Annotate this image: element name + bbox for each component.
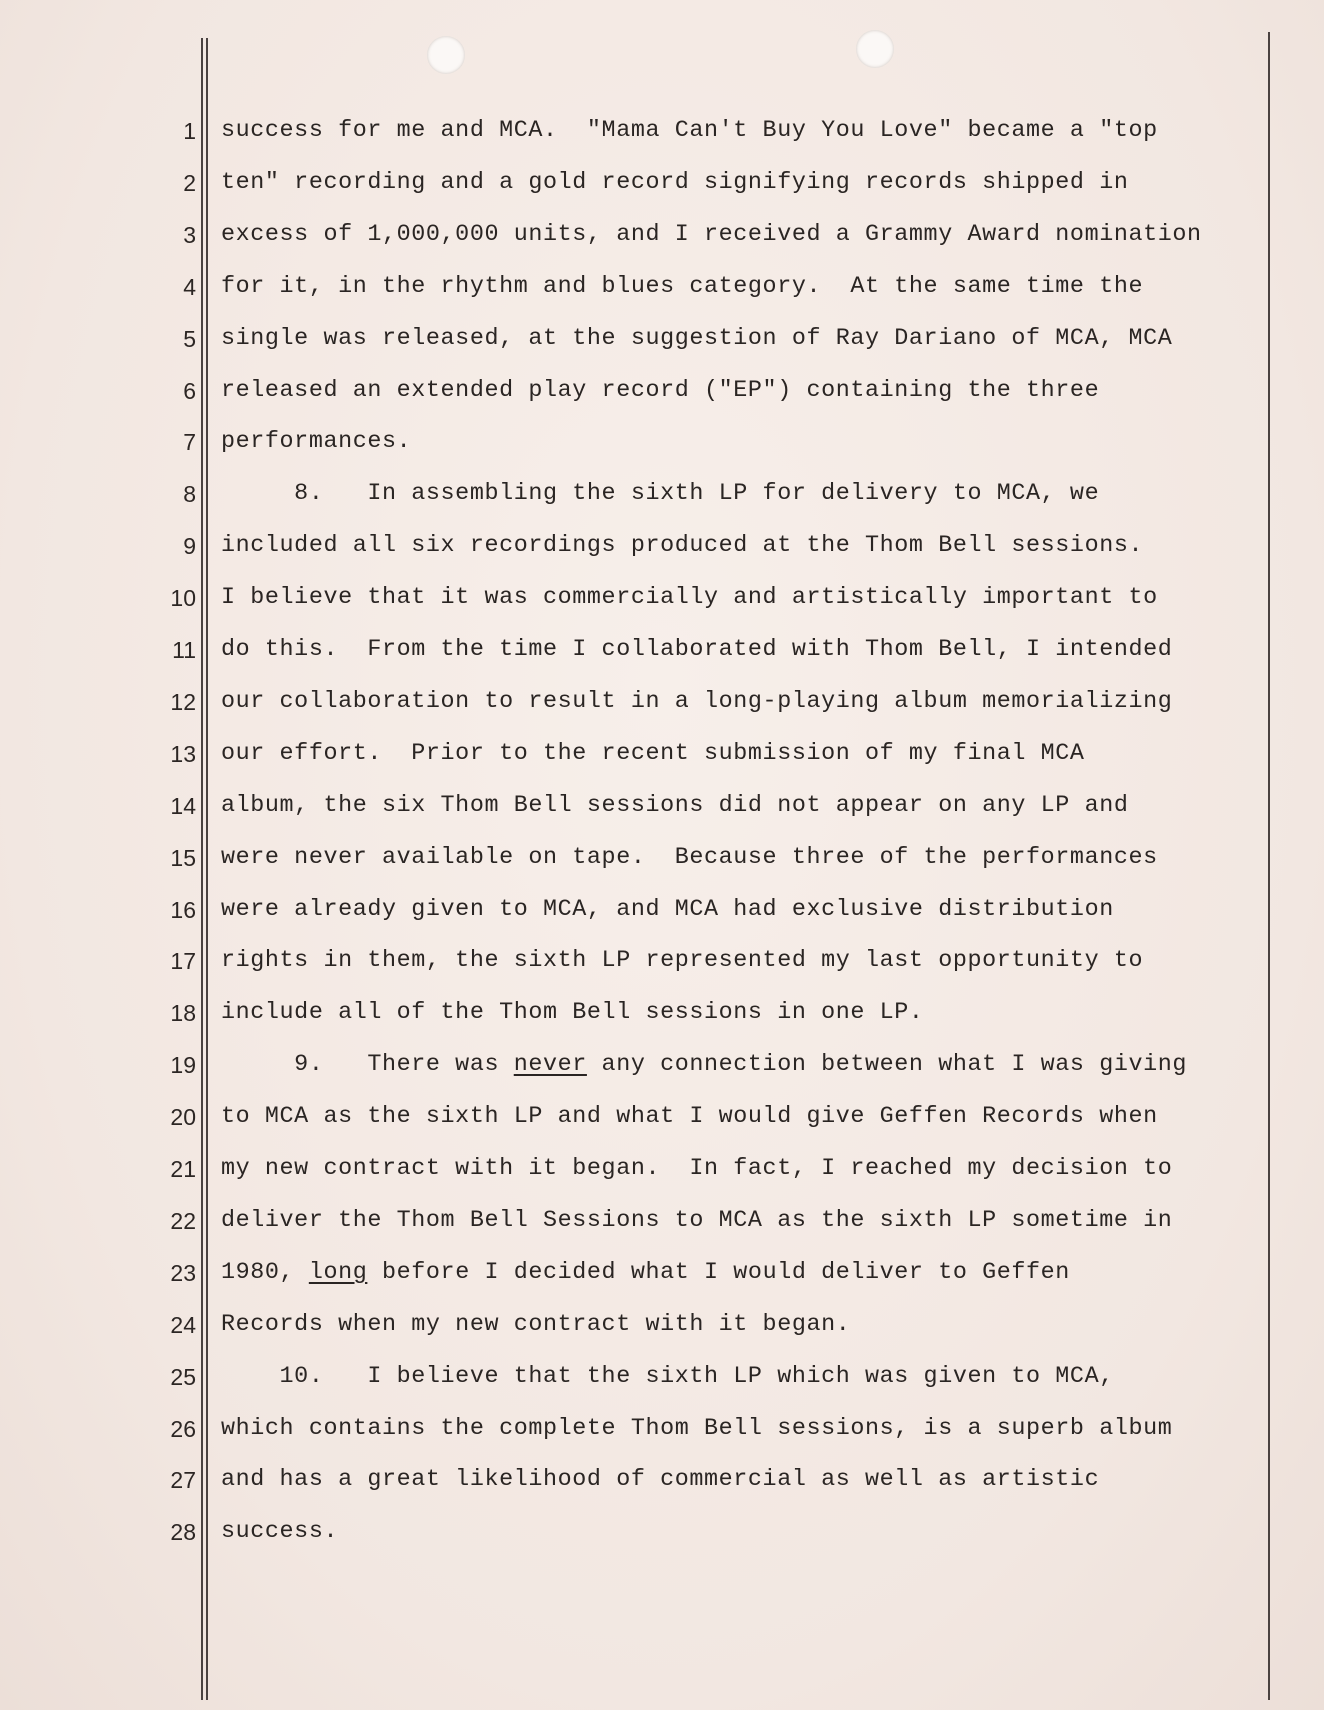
- line-number: 22: [170, 1207, 196, 1234]
- text-line: [221, 1052, 1187, 1078]
- text-line: excess of 1,000,000 units, and I received a Grammy Award nomination: [221, 221, 1202, 248]
- text-segment: before I decided what I would deliver to Geffen: [367, 1259, 1070, 1286]
- text-line: our collaboration to result in a long-playing album memorializing: [221, 688, 1173, 715]
- line-number: 10: [170, 585, 196, 612]
- text-line: 10. I believe that the sixth LP which was given to MCA,: [221, 1363, 1114, 1390]
- text-line: included all six recordings produced at the Thom Bell sessions.: [221, 533, 1144, 560]
- underlined-emphasis: never: [513, 1052, 587, 1079]
- punch-hole-left: [427, 36, 465, 74]
- text-segment: 1980,: [221, 1259, 309, 1286]
- line-number: 7: [183, 429, 196, 456]
- text-segment: 9. There was: [221, 1052, 514, 1079]
- line-number: 13: [170, 740, 196, 767]
- line-number: 16: [170, 896, 196, 923]
- text-line: were never available on tape. Because three of the performances: [221, 844, 1158, 871]
- text-line: to MCA as the sixth LP and what I would give Geffen Records when: [221, 1104, 1158, 1131]
- text-line: do this. From the time I collaborated with Thom Bell, I intended: [221, 637, 1173, 663]
- line-number: 26: [170, 1415, 196, 1442]
- line-number: 2: [183, 169, 196, 196]
- text-line: success.: [221, 1519, 339, 1546]
- line-number: 24: [170, 1311, 196, 1338]
- line-number: 8: [183, 481, 196, 508]
- text-line: single was released, at the suggestion of Ray Dariano of MCA, MCA: [221, 325, 1173, 352]
- line-number: 3: [183, 221, 196, 248]
- line-number: 19: [170, 1052, 196, 1079]
- line-number: 4: [183, 273, 196, 300]
- text-line: [221, 1260, 1070, 1286]
- text-line: 8. In assembling the sixth LP for delivery to MCA, we: [221, 481, 1100, 508]
- text-line: and has a great likelihood of commercial as well as artistic: [221, 1467, 1100, 1494]
- line-number: 25: [170, 1363, 196, 1390]
- line-number: 6: [183, 377, 196, 404]
- text-line: performances.: [221, 429, 412, 456]
- line-number: 21: [170, 1156, 196, 1182]
- text-line: rights in them, the sixth LP represented my last opportunity to: [221, 948, 1144, 975]
- left-margin-rule: [201, 38, 203, 1700]
- text-line: album, the six Thom Bell sessions did not appear on any LP and: [221, 792, 1129, 819]
- line-number: 5: [183, 325, 196, 352]
- line-number: 11: [172, 637, 196, 663]
- line-number: 9: [183, 533, 196, 560]
- line-number: 1: [183, 118, 196, 144]
- line-number: 17: [170, 948, 196, 975]
- text-line: released an extended play record ("EP") containing the three: [221, 377, 1100, 404]
- line-number: 15: [170, 844, 196, 871]
- text-line: which contains the complete Thom Bell sessions, is a superb album: [221, 1415, 1173, 1442]
- line-number: 18: [170, 1000, 196, 1027]
- text-line: I believe that it was commercially and artistically important to: [221, 585, 1158, 612]
- text-line: success for me and MCA. "Mama Can't Buy You Love" became a "top: [221, 118, 1158, 144]
- text-line: ten" recording and a gold record signifying records shipped in: [221, 169, 1129, 196]
- line-number: 14: [170, 792, 196, 819]
- text-line: my new contract with it began. In fact, I reached my decision to: [221, 1156, 1173, 1182]
- text-line: for it, in the rhythm and blues category. At the same time the: [221, 273, 1144, 300]
- text-segment: any connection between what I was giving: [586, 1052, 1188, 1079]
- text-line: were already given to MCA, and MCA had exclusive distribution: [221, 896, 1114, 923]
- text-line: deliver the Thom Bell Sessions to MCA as the sixth LP sometime in: [221, 1207, 1173, 1234]
- underlined-emphasis: long: [308, 1259, 368, 1286]
- punch-hole-right: [856, 30, 894, 68]
- text-line: our effort. Prior to the recent submission of my final MCA: [221, 740, 1085, 767]
- line-number: 12: [170, 688, 196, 715]
- line-number: 28: [170, 1519, 196, 1546]
- line-number: 20: [170, 1104, 196, 1131]
- line-number: 27: [170, 1467, 196, 1494]
- line-number: 23: [170, 1259, 196, 1286]
- text-line: Records when my new contract with it began.: [221, 1311, 851, 1338]
- left-margin-rule-inner: [206, 38, 208, 1700]
- text-line: include all of the Thom Bell sessions in one LP.: [221, 1000, 924, 1027]
- right-margin-rule: [1268, 32, 1270, 1700]
